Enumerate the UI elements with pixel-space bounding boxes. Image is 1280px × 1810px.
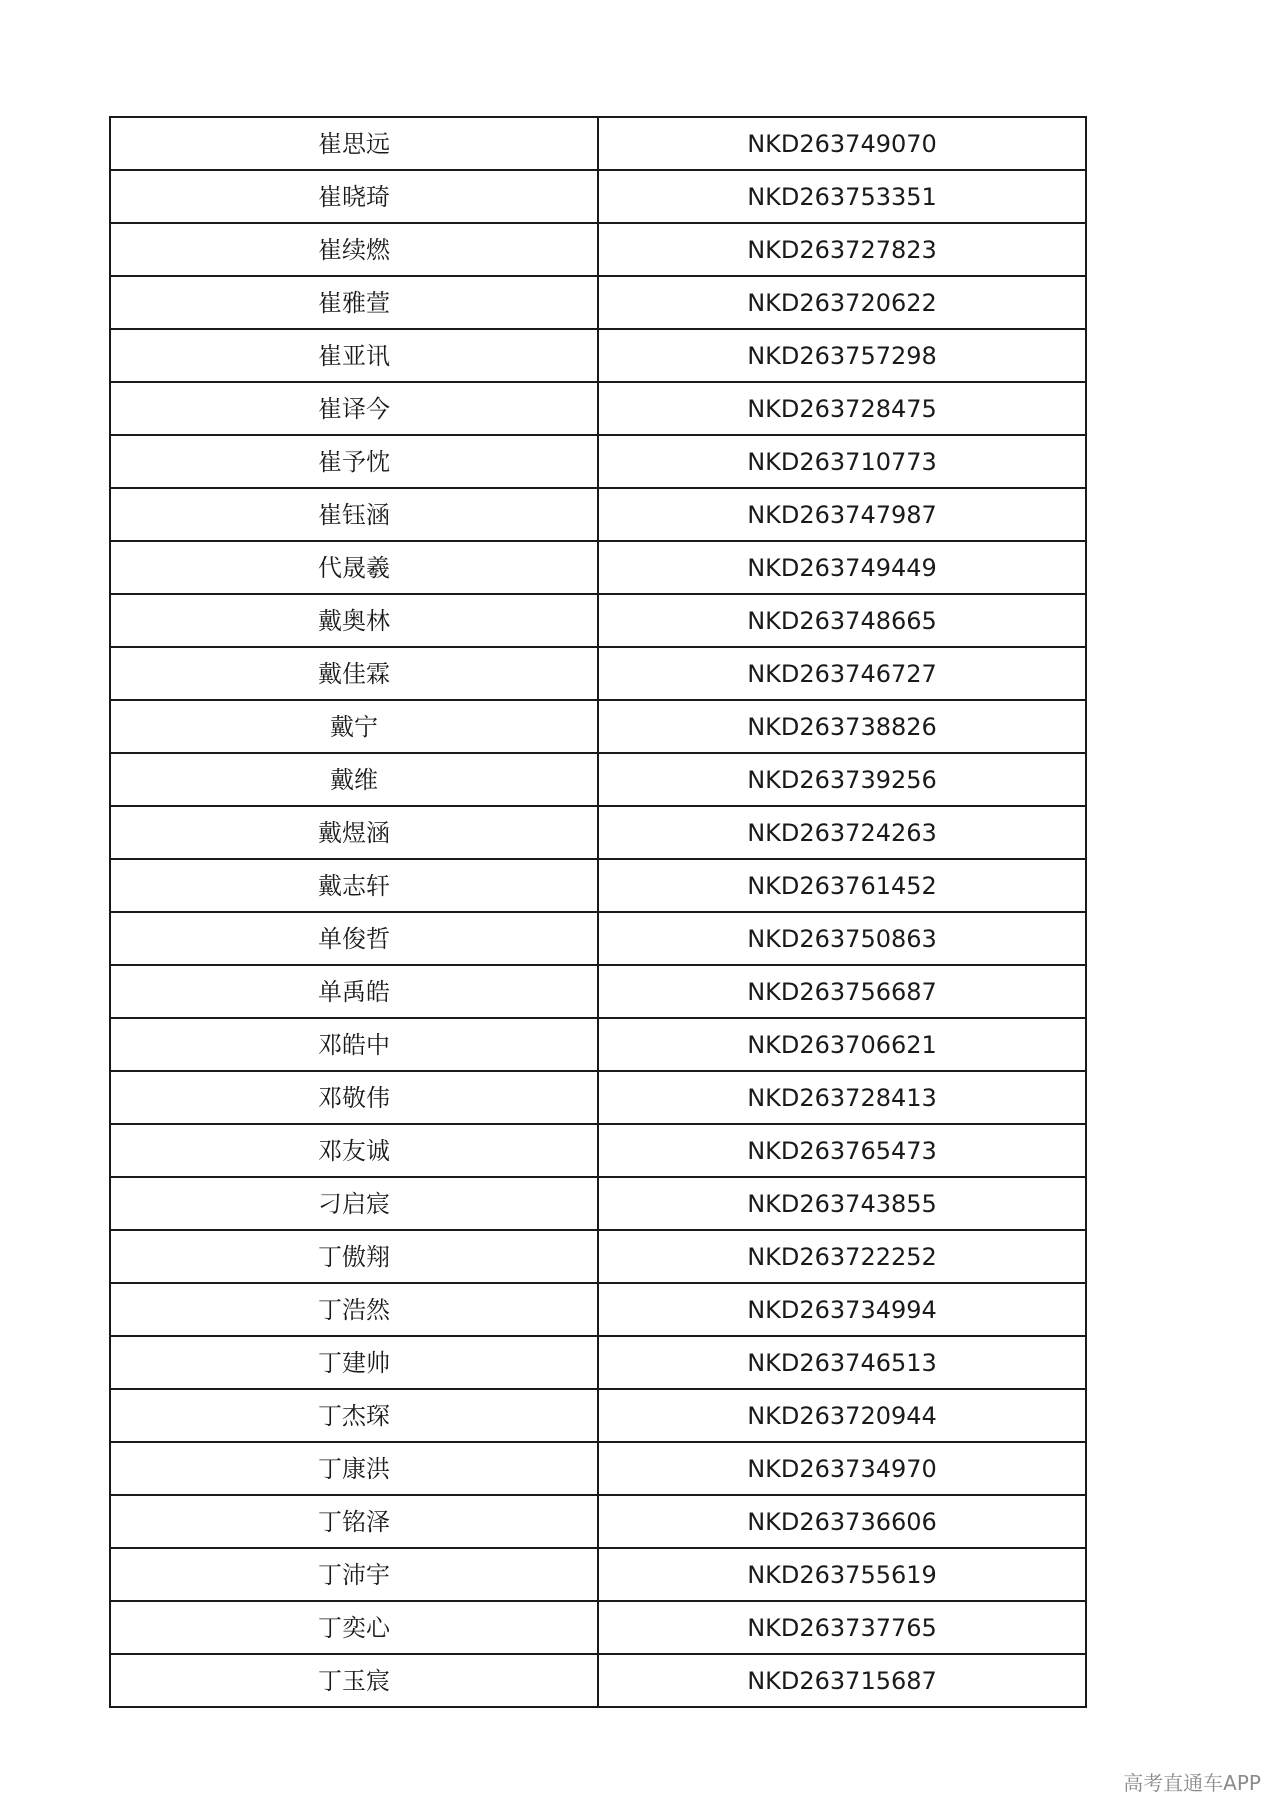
registration-number: NKD263746513 xyxy=(598,1336,1086,1389)
table-row xyxy=(110,965,1086,1018)
table-row xyxy=(110,1071,1086,1124)
student-name: 戴维 xyxy=(110,753,598,806)
watermark: 高考直通车APP xyxy=(1123,1771,1261,1795)
registration-number: NKD263737765 xyxy=(598,1601,1086,1654)
roster-table xyxy=(109,116,1087,1708)
table-row xyxy=(110,329,1086,382)
table-row xyxy=(110,1336,1086,1389)
registration-number: NKD263753351 xyxy=(598,170,1086,223)
table-row xyxy=(110,594,1086,647)
registration-number: NKD263748665 xyxy=(598,594,1086,647)
student-name: 崔续燃 xyxy=(110,223,598,276)
student-name: 丁康洪 xyxy=(110,1442,598,1495)
table-row xyxy=(110,1124,1086,1177)
table-row xyxy=(110,647,1086,700)
student-name: 代晟羲 xyxy=(110,541,598,594)
student-name: 丁建帅 xyxy=(110,1336,598,1389)
table-row xyxy=(110,1654,1086,1707)
registration-number: NKD263761452 xyxy=(598,859,1086,912)
student-name: 丁傲翔 xyxy=(110,1230,598,1283)
table-row xyxy=(110,541,1086,594)
student-name: 丁玉宸 xyxy=(110,1654,598,1707)
registration-number: NKD263715687 xyxy=(598,1654,1086,1707)
table-row xyxy=(110,223,1086,276)
student-name: 崔译今 xyxy=(110,382,598,435)
table-row xyxy=(110,700,1086,753)
registration-number: NKD263765473 xyxy=(598,1124,1086,1177)
registration-number: NKD263727823 xyxy=(598,223,1086,276)
registration-number: NKD263749449 xyxy=(598,541,1086,594)
registration-number: NKD263743855 xyxy=(598,1177,1086,1230)
student-name: 邓皓中 xyxy=(110,1018,598,1071)
student-name: 崔钰涵 xyxy=(110,488,598,541)
student-name: 戴宁 xyxy=(110,700,598,753)
registration-number: NKD263749070 xyxy=(598,117,1086,170)
student-name: 崔晓琦 xyxy=(110,170,598,223)
registration-number: NKD263755619 xyxy=(598,1548,1086,1601)
table-row xyxy=(110,1548,1086,1601)
registration-number: NKD263728475 xyxy=(598,382,1086,435)
table-row xyxy=(110,1389,1086,1442)
roster-body xyxy=(110,117,1086,1707)
registration-number: NKD263739256 xyxy=(598,753,1086,806)
student-name: 单禹皓 xyxy=(110,965,598,1018)
table-row xyxy=(110,1442,1086,1495)
student-name: 丁奕心 xyxy=(110,1601,598,1654)
table-row xyxy=(110,1177,1086,1230)
registration-number: NKD263706621 xyxy=(598,1018,1086,1071)
registration-number: NKD263722252 xyxy=(598,1230,1086,1283)
student-name: 丁沛宇 xyxy=(110,1548,598,1601)
registration-number: NKD263738826 xyxy=(598,700,1086,753)
table-row xyxy=(110,859,1086,912)
table-row xyxy=(110,117,1086,170)
student-name: 戴奥林 xyxy=(110,594,598,647)
registration-number: NKD263756687 xyxy=(598,965,1086,1018)
table-row xyxy=(110,1283,1086,1336)
student-name: 戴志轩 xyxy=(110,859,598,912)
student-name: 戴煜涵 xyxy=(110,806,598,859)
registration-number: NKD263720944 xyxy=(598,1389,1086,1442)
student-name: 邓友诚 xyxy=(110,1124,598,1177)
student-name: 单俊哲 xyxy=(110,912,598,965)
student-name: 邓敬伟 xyxy=(110,1071,598,1124)
student-name: 刁启宸 xyxy=(110,1177,598,1230)
student-name: 丁浩然 xyxy=(110,1283,598,1336)
registration-number: NKD263710773 xyxy=(598,435,1086,488)
registration-number: NKD263724263 xyxy=(598,806,1086,859)
table-row xyxy=(110,382,1086,435)
student-name: 崔予忱 xyxy=(110,435,598,488)
student-name: 丁铭泽 xyxy=(110,1495,598,1548)
student-name: 崔亚讯 xyxy=(110,329,598,382)
table-row xyxy=(110,1601,1086,1654)
table-row xyxy=(110,912,1086,965)
registration-number: NKD263736606 xyxy=(598,1495,1086,1548)
table-row xyxy=(110,753,1086,806)
table-row xyxy=(110,1018,1086,1071)
table-row xyxy=(110,1230,1086,1283)
student-name: 丁杰琛 xyxy=(110,1389,598,1442)
registration-number: NKD263720622 xyxy=(598,276,1086,329)
registration-number: NKD263734970 xyxy=(598,1442,1086,1495)
student-name: 崔雅萱 xyxy=(110,276,598,329)
student-name: 崔思远 xyxy=(110,117,598,170)
registration-number: NKD263728413 xyxy=(598,1071,1086,1124)
table-row xyxy=(110,488,1086,541)
table-row xyxy=(110,1495,1086,1548)
registration-number: NKD263757298 xyxy=(598,329,1086,382)
table-row xyxy=(110,806,1086,859)
table-row xyxy=(110,435,1086,488)
registration-number: NKD263746727 xyxy=(598,647,1086,700)
student-name: 戴佳霖 xyxy=(110,647,598,700)
registration-number: NKD263750863 xyxy=(598,912,1086,965)
table-row xyxy=(110,276,1086,329)
registration-number: NKD263734994 xyxy=(598,1283,1086,1336)
registration-number: NKD263747987 xyxy=(598,488,1086,541)
table-row xyxy=(110,170,1086,223)
